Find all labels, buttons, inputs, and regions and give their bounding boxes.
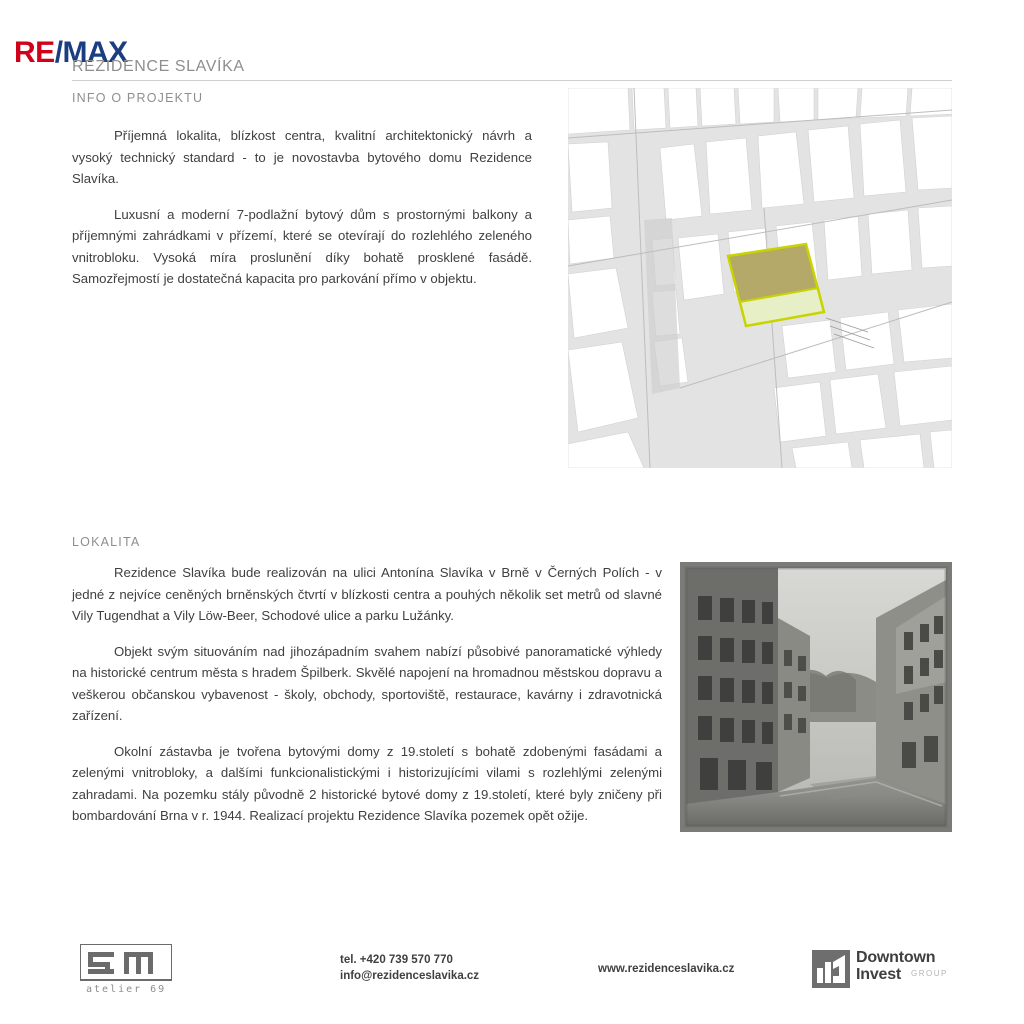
historic-street-photo-graphic (680, 562, 952, 832)
info-paragraph-2: Luxusní a moderní 7-podlažní bytový dům s prostornými balkony a příjemnými zahrádkami v přízemí, které se otevírají do rozlehlého zeleného vnitrobloku. Vysoká míra proslunění díky bohatě prosklené fasádě. Samozřejmostí je dostatečná kapacita pro parkování přímo v objektu. (72, 206, 532, 286)
remax-logo-max: MAX (62, 36, 128, 69)
downtown-invest-name-line1: Downtown (856, 949, 936, 966)
atelier-69-logo-graphic (80, 944, 172, 994)
section-heading-info: INFO O PROJEKTU (72, 91, 204, 105)
footer-phone: tel. +420 739 570 770 (340, 954, 453, 966)
site-plan-map-graphic (568, 88, 952, 468)
remax-logo-re: RE (14, 36, 55, 69)
lokalita-paragraph-2: Objekt svým situováním nad jihozápadním svahem nabízí působivé panoramatické výhledy na historické centrum města s hradem Špilberk. Skvělé napojení na hromadnou městskou dopravu a veškerou občanskou vybavenost - školy, obchody, sportoviště, restaurace, kavárny i zdravotnická zařízení. (72, 643, 662, 723)
remax-logo-slash: / (54, 36, 63, 69)
footer-website[interactable]: www.rezidenceslavika.cz (598, 963, 735, 975)
page-header (0, 0, 1024, 78)
site-plan-map (568, 88, 952, 468)
header-divider (72, 80, 952, 81)
footer-email[interactable]: info@rezidenceslavika.cz (340, 970, 480, 982)
lokalita-paragraph-3: Okolní zástavba je tvořena bytovými domy z 19.století s bohatě zdobenými fasádami a zelenými vnitrobloky, a dalšími funkcionalistickými i historizujícími vilami s rozlehlými zelenými zahradami. Na pozemku stály původně 2 historické bytové domy z 19.století, které byly zničeny při bombardování Brna v r. 1944. Realizací projektu Rezidence Slavíka pozemek opět ožije. (72, 743, 662, 823)
info-paragraph-1: Příjemná lokalita, blízkost centra, kvalitní architektonický návrh a vysoký technický standard - to je novostavba bytového domu Rezidence Slavíka. (72, 128, 532, 186)
footer-contact (340, 952, 479, 984)
historic-street-photo (680, 562, 952, 832)
page-title: REZIDENCE SLAVÍKA (72, 58, 245, 75)
page-footer (0, 930, 1024, 1000)
svg-text:atelier 69: atelier 69 (86, 984, 167, 994)
atelier-69-logo (80, 944, 172, 994)
downtown-invest-logo (812, 946, 972, 992)
info-text-block (72, 125, 532, 290)
lokalita-paragraph-1: Rezidence Slavíka bude realizován na ulici Antonína Slavíka v Brně v Černých Polích - v jedné z nejvíce ceněných brněnských čtvrtí v blízkosti centra a pouhých několik set metrů od slavné Vily Tugendhat a Vily Löw-Beer, Schodové ulice a parku Lužánky. (72, 565, 662, 623)
section-heading-lokalita: LOKALITA (72, 535, 141, 549)
downtown-invest-mark-icon (812, 950, 850, 988)
downtown-invest-subtitle: GROUP (911, 969, 948, 978)
downtown-invest-name-line2: Invest (856, 966, 902, 983)
lokalita-text-block (72, 562, 662, 827)
highlighted-plot (728, 244, 824, 326)
